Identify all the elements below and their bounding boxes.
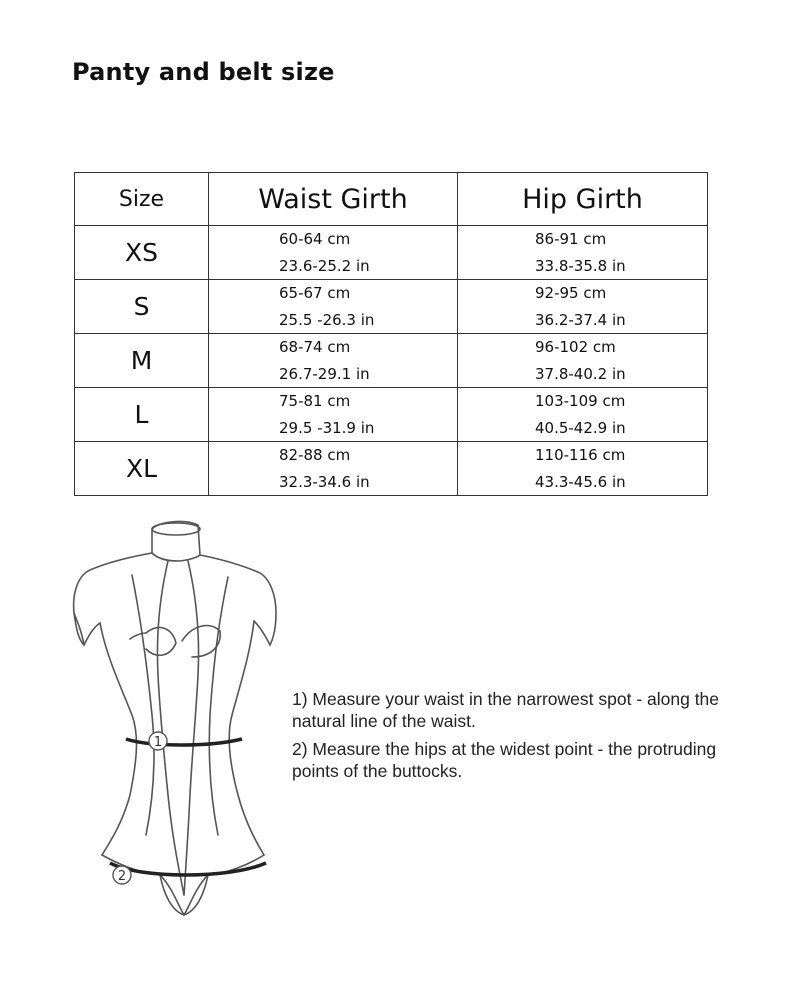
- hip-measurement: [458, 442, 708, 496]
- waist-measurement: [209, 388, 458, 442]
- instruction-hip: 2) Measure the hips at the widest point - the protruding points of the buttocks.: [292, 739, 717, 781]
- waist-in: 25.5 -26.3 in: [279, 310, 375, 329]
- header-size: Size: [75, 173, 209, 226]
- header-hip-girth: Hip Girth: [458, 173, 708, 226]
- waist-cm: 82-88 cm: [279, 445, 351, 464]
- size-chart-table: [74, 172, 708, 496]
- table-row: [75, 442, 708, 496]
- waist-in: 23.6-25.2 in: [279, 256, 370, 275]
- waist-measure-line: [126, 739, 242, 745]
- waist-measurement: [209, 442, 458, 496]
- table-header-row: [75, 173, 708, 226]
- table-row: [75, 334, 708, 388]
- waist-cm: 60-64 cm: [279, 229, 351, 248]
- body-measurement-figure: [60, 515, 300, 955]
- waist-in: 26.7-29.1 in: [279, 364, 370, 383]
- waist-in: 29.5 -31.9 in: [279, 418, 375, 437]
- waist-measurement: [209, 334, 458, 388]
- table-row: [75, 226, 708, 280]
- hip-marker-number: 2: [117, 869, 127, 884]
- hip-measurement: [458, 226, 708, 280]
- size-label: XS: [75, 226, 209, 280]
- size-label: S: [75, 280, 209, 334]
- waist-measurement: [209, 226, 458, 280]
- hip-cm: 103-109 cm: [535, 391, 626, 410]
- hip-cm: 92-95 cm: [535, 283, 607, 302]
- hip-measurement: [458, 334, 708, 388]
- table-row: [75, 280, 708, 334]
- hip-in: 37.8-40.2 in: [535, 364, 626, 383]
- hip-measurement: [458, 388, 708, 442]
- size-label: L: [75, 388, 209, 442]
- mannequin-outline: [74, 522, 276, 915]
- hip-cm: 110-116 cm: [535, 445, 626, 464]
- hip-cm: 96-102 cm: [535, 337, 616, 356]
- hip-measurement: [458, 280, 708, 334]
- table-row: [75, 388, 708, 442]
- size-label: XL: [75, 442, 209, 496]
- measurement-instructions: [292, 688, 752, 788]
- hip-in: 43.3-45.6 in: [535, 472, 626, 491]
- waist-in: 32.3-34.6 in: [279, 472, 370, 491]
- waist-measurement: [209, 280, 458, 334]
- hip-in: 33.8-35.8 in: [535, 256, 626, 275]
- size-label: M: [75, 334, 209, 388]
- instruction-waist: 1) Measure your waist in the narrowest spot - along the natural line of the waist.: [292, 689, 720, 731]
- header-waist-girth: Waist Girth: [209, 173, 458, 226]
- waist-cm: 68-74 cm: [279, 337, 351, 356]
- hip-in: 40.5-42.9 in: [535, 418, 626, 437]
- hip-measure-line: [110, 863, 266, 875]
- hip-in: 36.2-37.4 in: [535, 310, 626, 329]
- waist-cm: 65-67 cm: [279, 283, 351, 302]
- waist-marker-number: 1: [153, 735, 163, 750]
- page-title: Panty and belt size: [72, 58, 335, 86]
- hip-cm: 86-91 cm: [535, 229, 607, 248]
- waist-cm: 75-81 cm: [279, 391, 351, 410]
